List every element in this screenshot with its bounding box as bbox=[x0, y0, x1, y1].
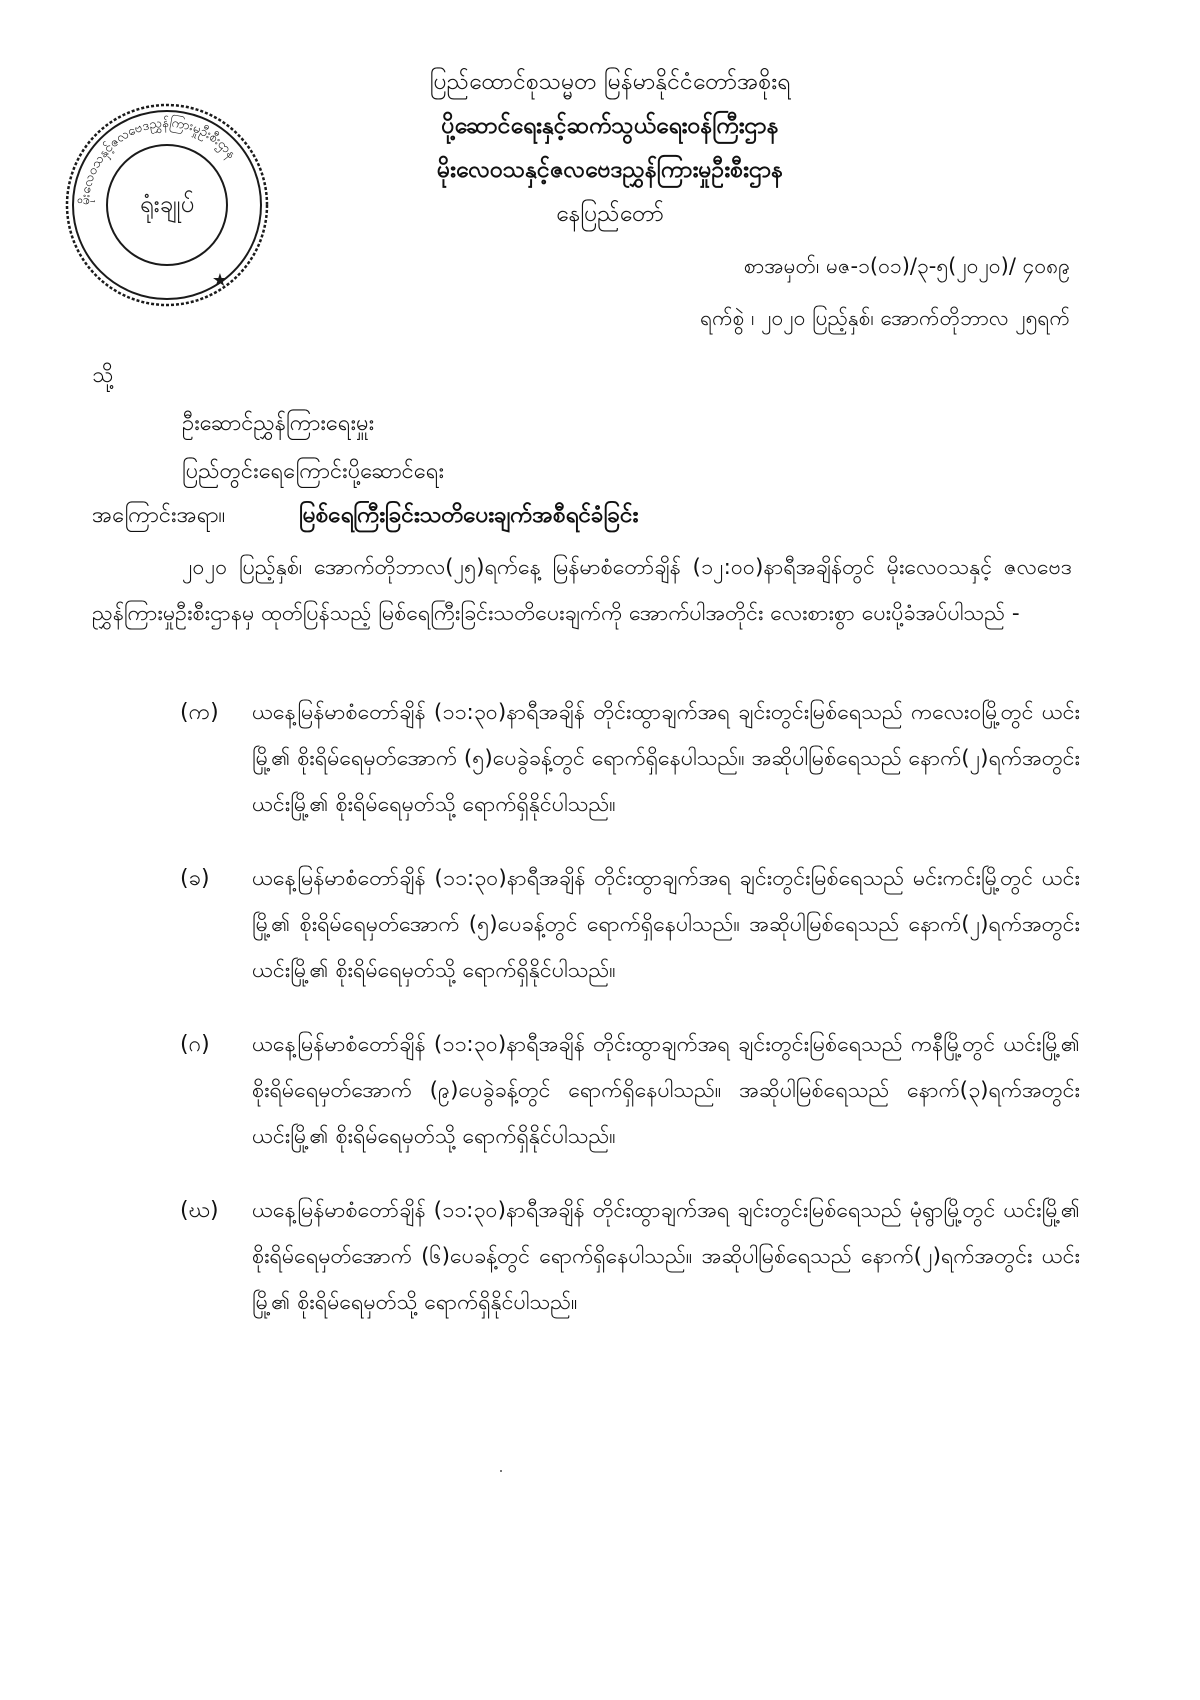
scan-speck bbox=[500, 1470, 502, 1472]
subject-line bbox=[92, 500, 638, 533]
warning-items bbox=[180, 690, 1080, 1354]
item-number: (က) bbox=[180, 700, 219, 725]
item-number: (ဂ) bbox=[180, 1032, 210, 1057]
government-name: ပြည်ထောင်စုသမ္မတ မြန်မာနိုင်ငံတော်အစိုးရ bbox=[429, 69, 791, 95]
warning-item bbox=[180, 690, 1080, 828]
subject-label: အကြောင်းအရာ။ bbox=[92, 503, 226, 528]
item-text: ယနေ့မြန်မာစံတော်ချိန် (၁၁:၃၀)နာရီအချိန် တိုင်းထွာချက်အရ ချင်းတွင်းမြစ်ရေသည် ကလေးဝမြို့တွင် ယင်းမြို့၏ စိုးရိမ်ရေမှတ်အောက် (၅)ပေခွဲခန့်တွင် ရောက်ရှိနေပါသည်။ အဆိုပါမြစ်ရေသည် နောက်(၂)ရက်အတွင်း ယင်းမြို့၏ စိုးရိမ်ရေမှတ်သို့ ရောက်ရှိနိုင်ပါသည်။ bbox=[252, 700, 1081, 817]
seal-center-text: ရုံးချုပ် bbox=[139, 190, 195, 218]
seal-star-icon: ★ bbox=[211, 270, 229, 291]
item-text: ယနေ့မြန်မာစံတော်ချိန် (၁၁:၃၀)နာရီအချိန် တိုင်းထွာချက်အရ ချင်းတွင်းမြစ်ရေသည် မင်းကင်းမြို့တွင် ယင်းမြို့၏ စိုးရိမ်ရေမှတ်အောက် (၅)ပေခန့်တွင် ရောက်ရှိနေပါသည်။ အဆိုပါမြစ်ရေသည် နောက်(၂)ရက်အတွင်း ယင်းမြို့၏ စိုးရိမ်ရေမှတ်သို့ ရောက်ရှိနိုင်ပါသည်။ bbox=[252, 866, 1080, 983]
ministry-name: ပို့ဆောင်ရေးနှင့်ဆက်သွယ်ရေးဝန်ကြီးဌာန bbox=[441, 113, 779, 139]
intro-section bbox=[92, 545, 1072, 637]
item-number: (ဃ) bbox=[180, 1198, 219, 1223]
letter-references bbox=[700, 240, 1070, 344]
warning-item bbox=[180, 856, 1080, 994]
department-seal bbox=[62, 100, 272, 310]
reference-number: စာအမှတ်၊ မဇ-၁(၀၁)/၃-၅(၂၀၂၀)/ ၄၀၈၉ bbox=[743, 254, 1070, 278]
letter-date: ရက်စွဲ ၊ ၂၀၂၀ ပြည့်နှစ်၊ အောက်တိုဘာလ ၂၅ရက် bbox=[700, 306, 1070, 330]
department-name: မိုးလေဝသနှင့်ဇလဗေဒညွှန်ကြားမှုဦးစီးဌာန bbox=[436, 157, 784, 183]
letterhead bbox=[330, 60, 890, 236]
recipient-organization: ပြည်တွင်းရေကြောင်းပို့ဆောင်ရေး bbox=[182, 459, 445, 484]
item-text: ယနေ့မြန်မာစံတော်ချိန် (၁၁:၃၀)နာရီအချိန် တိုင်းထွာချက်အရ ချင်းတွင်းမြစ်ရေသည် မုံရွာမြို့တွင် ယင်းမြို့၏ စိုးရိမ်ရေမှတ်အောက် (၆)ပေခန့်တွင် ရောက်ရှိနေပါသည်။ အဆိုပါမြစ်ရေသည် နောက်(၂)ရက်အတွင်း ယင်းမြို့၏ စိုးရိမ်ရေမှတ်သို့ ရောက်ရှိနိုင်ပါသည်။ bbox=[252, 1198, 1080, 1315]
warning-item bbox=[180, 1022, 1080, 1160]
warning-item bbox=[180, 1188, 1080, 1326]
to-label: သို့ bbox=[92, 363, 114, 388]
city-name: နေပြည်တော် bbox=[556, 201, 664, 227]
seal-icon bbox=[62, 100, 272, 310]
subject-text: မြစ်ရေကြီးခြင်းသတိပေးချက်အစီရင်ခံခြင်း bbox=[299, 502, 639, 528]
intro-paragraph: ၂၀၂၀ ပြည့်နှစ်၊ အောက်တိုဘာလ(၂၅)ရက်နေ့ မြန်မာစံတော်ချိန် (၁၂:၀၀)နာရီအချိန်တွင် မိုးလေဝသနှင့် ဇလဗေဒညွှန်ကြားမှုဦးစီးဌာနမှ ထုတ်ပြန်သည့် မြစ်ရေကြီးခြင်းသတိပေးချက်ကို အောက်ပါအတိုင်း လေးစားစွာ ပေးပို့ခံအပ်ပါသည် - bbox=[92, 555, 1072, 626]
recipient-title: ဦးဆောင်ညွှန်ကြားရေးမှူး bbox=[182, 411, 375, 436]
item-number: (ခ) bbox=[180, 866, 210, 891]
item-text: ယနေ့မြန်မာစံတော်ချိန် (၁၁:၃၀)နာရီအချိန် တိုင်းထွာချက်အရ ချင်းတွင်းမြစ်ရေသည် ကနီမြို့တွင် ယင်းမြို့၏ စိုးရိမ်ရေမှတ်အောက် (၉)ပေခွဲခန့်တွင် ရောက်ရှိနေပါသည်။ အဆိုပါမြစ်ရေသည် နောက်(၃)ရက်အတွင်း ယင်းမြို့၏ စိုးရိမ်ရေမှတ်သို့ ရောက်ရှိနိုင်ပါသည်။ bbox=[252, 1032, 1080, 1149]
recipient-block bbox=[182, 400, 444, 496]
seal-ring-text: မိုးလေဝသနှင့်ဇလဗေဒညွှန်ကြားမှုဦးစီးဌာန bbox=[77, 115, 239, 206]
